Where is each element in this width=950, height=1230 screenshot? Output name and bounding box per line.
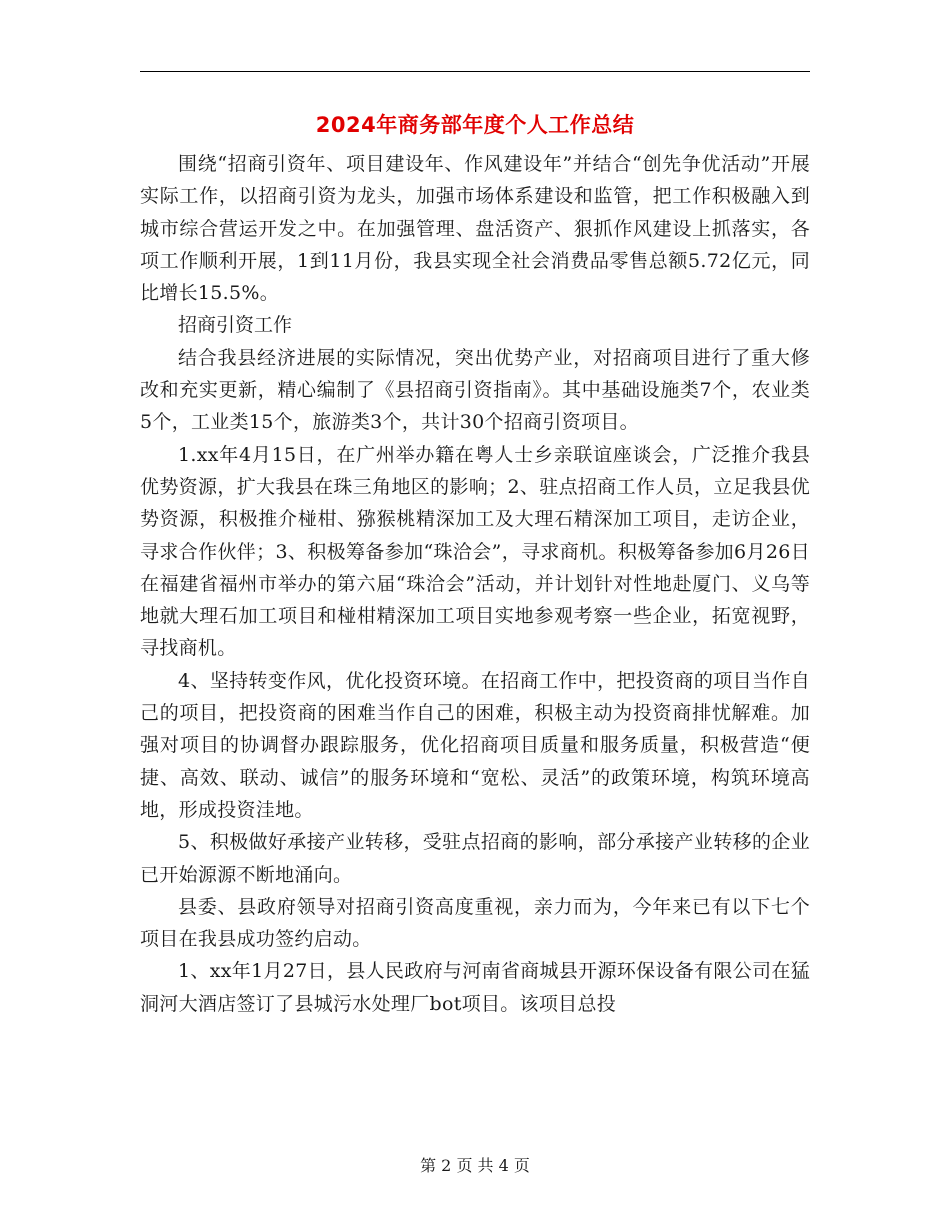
section-heading-investment: 招商引资工作 <box>178 314 293 337</box>
paragraph-leadership: 县委、县政府领导对招商引资高度重视，亲力而为，今年来已有以下七个项目在我县成功签约启动。 <box>140 895 810 951</box>
paragraph-item-5: 5、积极做好承接产业转移，受驻点招商的影响，部分承接产业转移的企业已开始源源不断地涌向。 <box>140 831 810 886</box>
paragraph-project-1: 1、xx年1月27日，县人民政府与河南省商城县开源环保设备有限公司在猛洞河大酒店签订了县城污水处理厂bot项目。该项目总投 <box>140 960 810 1015</box>
paragraph-item-4: 4、坚持转变作风，优化投资环境。在招商工作中，把投资商的项目当作自己的项目，把投资商的困难当作自己的困难，积极主动为投资商排忧解难。加强对项目的协调督办跟踪服务，优化招商项目质量和服务质量，积极营造“便捷、高效、联动、诚信”的服务环境和“宽松、灵活”的政策环境，构筑环境高地，形成投资洼地。 <box>140 669 810 821</box>
header-rule <box>140 71 810 72</box>
paragraph-item-1-3: 1.xx年4月15日，在广州举办籍在粤人士乡亲联谊座谈会，广泛推介我县优势资源，扩大我县在珠三角地区的影响；2、驻点招商工作人员，立足我县优势资源，积极推介椪柑、猕猴桃精深加工及大理石精深加工项目，走访企业，寻求合作伙伴；3、积极筹备参加“珠洽会”，寻求商机。积极筹备参加6月26日在福建省福州市举办的第六届“珠洽会”活动，并计划针对性地赴厦门、义乌等地就大理石加工项目和椪柑精深加工项目实地参观考察一些企业，拓宽视野，寻找商机。 <box>140 443 810 660</box>
paragraph-intro: 围绕“招商引资年、项目建设年、作风建设年”并结合“创先争优活动”开展实际工作，以招商引资为龙头，加强市场体系建设和监管，把工作积极融入到城市综合营运开发之中。在加强管理、盘活资产、狠抓作风建设上抓落实，各项工作顺利开展，1到11月份，我县实现全社会消费品零售总额5.72亿元，同比增长15.5%。 <box>140 153 810 305</box>
document-title: 2024年商务部年度个人工作总结 <box>315 113 635 137</box>
document-body <box>140 148 810 1020</box>
paragraph-investment-guide: 结合我县经济进展的实际情况，突出优势产业，对招商项目进行了重大修改和充实更新，精心编制了《县招商引资指南》。其中基础设施类7个，农业类5个，工业类15个，旅游类3个，共计30个招商引资项目。 <box>140 346 810 434</box>
page-footer: 第 2 页 共 4 页 <box>420 1156 530 1175</box>
